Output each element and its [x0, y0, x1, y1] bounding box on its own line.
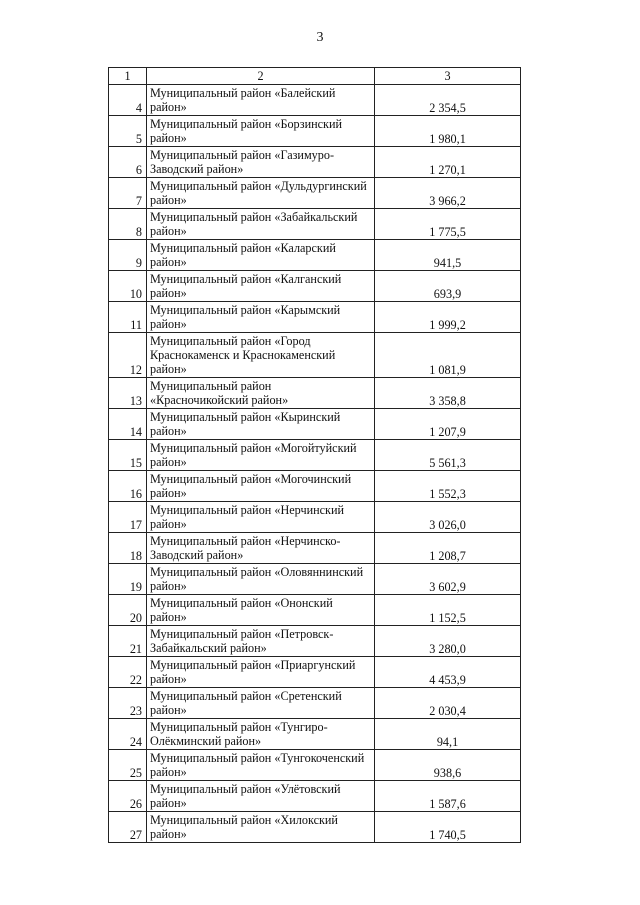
table-row — [109, 440, 521, 471]
table-row — [109, 409, 521, 440]
table-row — [109, 271, 521, 302]
amount-cell: 1 152,5 — [375, 595, 521, 626]
row-number-cell: 22 — [109, 657, 147, 688]
amount-cell: 3 280,0 — [375, 626, 521, 657]
amount-cell: 1 270,1 — [375, 147, 521, 178]
table-row — [109, 333, 521, 378]
district-name-cell: Муниципальный район «Нерчинский район» — [147, 502, 375, 533]
table-row — [109, 302, 521, 333]
page-number: 3 — [316, 30, 324, 45]
row-number-cell: 18 — [109, 533, 147, 564]
row-number-cell: 12 — [109, 333, 147, 378]
table-row — [109, 533, 521, 564]
district-name-cell: Муниципальный район «Нерчинско-Заводский район» — [147, 533, 375, 564]
district-name-cell: Муниципальный район «Тунгокоченский район» — [147, 750, 375, 781]
row-number-cell: 26 — [109, 781, 147, 812]
district-name-cell: Муниципальный район «Кыринский район» — [147, 409, 375, 440]
header-col-3: 3 — [375, 68, 521, 85]
row-number-cell: 14 — [109, 409, 147, 440]
district-name-cell: Муниципальный район «Петровск-Забайкальский район» — [147, 626, 375, 657]
district-name-cell: Муниципальный район «Тунгиро-Олёкминский район» — [147, 719, 375, 750]
amount-cell: 941,5 — [375, 240, 521, 271]
amount-cell: 1 081,9 — [375, 333, 521, 378]
row-number-cell: 5 — [109, 116, 147, 147]
amount-cell: 1 740,5 — [375, 812, 521, 843]
amount-cell: 3 358,8 — [375, 378, 521, 409]
table-row — [109, 564, 521, 595]
table-row — [109, 750, 521, 781]
table-row — [109, 116, 521, 147]
district-name-cell: Муниципальный район «Сретенский район» — [147, 688, 375, 719]
row-number-cell: 10 — [109, 271, 147, 302]
row-number-cell: 23 — [109, 688, 147, 719]
district-name-cell: Муниципальный район «Балейский район» — [147, 85, 375, 116]
table-row — [109, 595, 521, 626]
table-row — [109, 85, 521, 116]
amount-cell: 94,1 — [375, 719, 521, 750]
row-number-cell: 16 — [109, 471, 147, 502]
district-name-cell: Муниципальный район «Забайкальский район» — [147, 209, 375, 240]
amount-cell: 693,9 — [375, 271, 521, 302]
row-number-cell: 13 — [109, 378, 147, 409]
table-row — [109, 502, 521, 533]
district-name-cell: Муниципальный район «Ононский район» — [147, 595, 375, 626]
allocation-table — [108, 67, 521, 843]
table-row — [109, 147, 521, 178]
row-number-cell: 20 — [109, 595, 147, 626]
district-name-cell: Муниципальный район «Каларский район» — [147, 240, 375, 271]
district-name-cell: Муниципальный район «Карымский район» — [147, 302, 375, 333]
amount-cell: 5 561,3 — [375, 440, 521, 471]
table-row — [109, 719, 521, 750]
row-number-cell: 17 — [109, 502, 147, 533]
row-number-cell: 4 — [109, 85, 147, 116]
table-row — [109, 626, 521, 657]
table-row — [109, 471, 521, 502]
district-name-cell: Муниципальный район «Красночикойский район» — [147, 378, 375, 409]
district-name-cell: Муниципальный район «Оловяннинский район» — [147, 564, 375, 595]
table-row — [109, 378, 521, 409]
amount-cell: 938,6 — [375, 750, 521, 781]
district-name-cell: Муниципальный район «Улётовский район» — [147, 781, 375, 812]
row-number-cell: 8 — [109, 209, 147, 240]
row-number-cell: 24 — [109, 719, 147, 750]
table-row — [109, 781, 521, 812]
district-name-cell: Муниципальный район «Могойтуйский район» — [147, 440, 375, 471]
district-name-cell: Муниципальный район «Борзинский район» — [147, 116, 375, 147]
district-name-cell: Муниципальный район «Могочинский район» — [147, 471, 375, 502]
row-number-cell: 27 — [109, 812, 147, 843]
amount-cell: 1 552,3 — [375, 471, 521, 502]
table-row — [109, 688, 521, 719]
amount-cell: 1 208,7 — [375, 533, 521, 564]
amount-cell: 1 587,6 — [375, 781, 521, 812]
amount-cell: 1 775,5 — [375, 209, 521, 240]
table-body — [109, 68, 521, 843]
row-number-cell: 7 — [109, 178, 147, 209]
row-number-cell: 9 — [109, 240, 147, 271]
district-name-cell: Муниципальный район «Калганский район» — [147, 271, 375, 302]
amount-cell: 2 030,4 — [375, 688, 521, 719]
district-name-cell: Муниципальный район «Хилокский район» — [147, 812, 375, 843]
table-row — [109, 240, 521, 271]
table-header-row — [109, 68, 521, 85]
row-number-cell: 19 — [109, 564, 147, 595]
table-row — [109, 178, 521, 209]
amount-cell: 3 602,9 — [375, 564, 521, 595]
header-col-2: 2 — [147, 68, 375, 85]
amount-cell: 4 453,9 — [375, 657, 521, 688]
amount-cell: 3 966,2 — [375, 178, 521, 209]
amount-cell: 1 980,1 — [375, 116, 521, 147]
district-name-cell: Муниципальный район «Дульдургинский район» — [147, 178, 375, 209]
header-col-1: 1 — [109, 68, 147, 85]
table-row — [109, 209, 521, 240]
amount-cell: 3 026,0 — [375, 502, 521, 533]
district-name-cell: Муниципальный район «Газимуро-Заводский район» — [147, 147, 375, 178]
amount-cell: 1 207,9 — [375, 409, 521, 440]
district-name-cell: Муниципальный район «Город Краснокаменск и Краснокаменский район» — [147, 333, 375, 378]
table-row — [109, 657, 521, 688]
table-row — [109, 812, 521, 843]
row-number-cell: 21 — [109, 626, 147, 657]
amount-cell: 2 354,5 — [375, 85, 521, 116]
row-number-cell: 25 — [109, 750, 147, 781]
row-number-cell: 6 — [109, 147, 147, 178]
district-name-cell: Муниципальный район «Приаргунский район» — [147, 657, 375, 688]
row-number-cell: 15 — [109, 440, 147, 471]
row-number-cell: 11 — [109, 302, 147, 333]
amount-cell: 1 999,2 — [375, 302, 521, 333]
